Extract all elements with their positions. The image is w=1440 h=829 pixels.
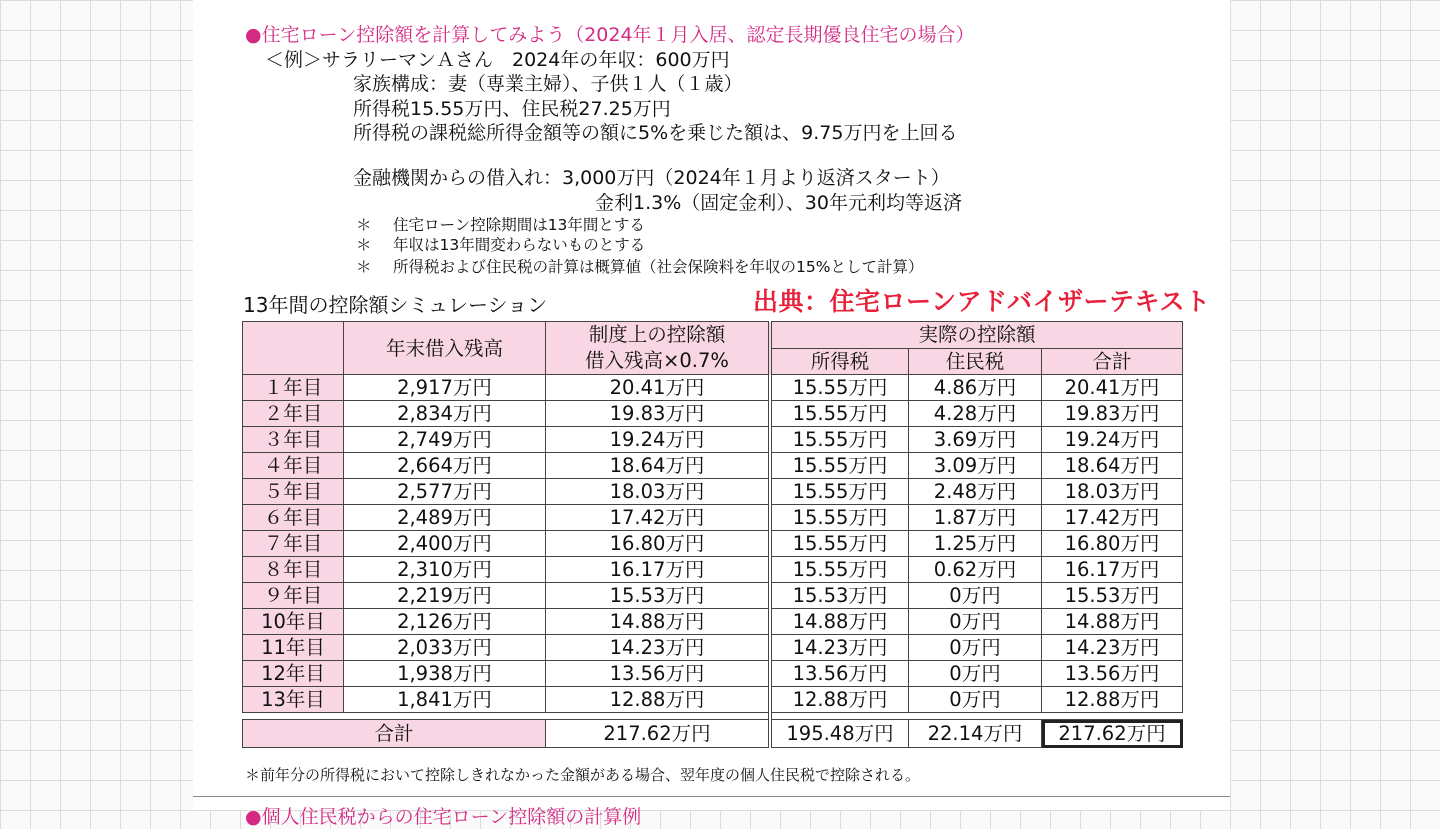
- note-item: [356, 255, 923, 277]
- year-cell: ６年目: [243, 505, 344, 531]
- example-person: ＜例＞サラリーマンＡさん 2024年の年収：600万円: [265, 49, 730, 71]
- table-row: [243, 453, 1183, 479]
- balance-cell: 1,841万円: [344, 687, 546, 713]
- spacer-cell: [1042, 713, 1183, 720]
- income-tax-cell: 12.88万円: [770, 687, 909, 713]
- total-system: 217.62万円: [546, 720, 771, 748]
- balance-cell: 2,489万円: [344, 505, 546, 531]
- total-row: [243, 720, 1183, 748]
- note-item: [356, 233, 645, 255]
- table-row: [243, 661, 1183, 687]
- year-cell: ４年目: [243, 453, 344, 479]
- spacer-cell: [243, 713, 344, 720]
- spacer-row: [243, 713, 1183, 720]
- table-row: [243, 375, 1183, 401]
- table-row: [243, 505, 1183, 531]
- total-actual: 217.62万円: [1042, 720, 1183, 748]
- actual-total-cell: 17.42万円: [1042, 505, 1183, 531]
- income-tax-cell: 15.55万円: [770, 531, 909, 557]
- example-family: 家族構成：妻（専業主婦）、子供１人（１歳）: [353, 73, 743, 95]
- year-cell: ７年目: [243, 531, 344, 557]
- resident-tax-cell: 2.48万円: [909, 479, 1042, 505]
- spacer-cell: [546, 713, 771, 720]
- year-cell: 10年目: [243, 609, 344, 635]
- table-row: [243, 531, 1183, 557]
- year-cell: ２年目: [243, 401, 344, 427]
- table-row: [243, 609, 1183, 635]
- system-deduction-cell: 19.83万円: [546, 401, 771, 427]
- income-tax-cell: 15.55万円: [770, 453, 909, 479]
- example-rate: 金利1.3%（固定金利）、30年元利均等返済: [595, 192, 962, 214]
- balance-cell: 2,577万円: [344, 479, 546, 505]
- resident-tax-cell: 0万円: [909, 661, 1042, 687]
- note-text: 住宅ローン控除期間は13年間とする: [393, 216, 645, 234]
- year-cell: ５年目: [243, 479, 344, 505]
- system-deduction-cell: 16.17万円: [546, 557, 771, 583]
- resident-tax-cell: 1.25万円: [909, 531, 1042, 557]
- divider: [193, 796, 1230, 797]
- actual-total-cell: 19.24万円: [1042, 427, 1183, 453]
- balance-cell: 2,917万円: [344, 375, 546, 401]
- footnote: ＊前年分の所得税において控除しきれなかった金額がある場合、翌年度の個人住民税で控除される。: [245, 766, 921, 784]
- note-mark: ＊: [356, 258, 372, 276]
- balance-cell: 2,033万円: [344, 635, 546, 661]
- actual-total-cell: 12.88万円: [1042, 687, 1183, 713]
- system-deduction-cell: 18.03万円: [546, 479, 771, 505]
- note-item: [356, 213, 645, 235]
- resident-tax-cell: 3.69万円: [909, 427, 1042, 453]
- balance-cell: 2,126万円: [344, 609, 546, 635]
- table-row: [243, 687, 1183, 713]
- header-balance: 年末借入残高: [344, 322, 546, 375]
- header-actual-deduction: 実際の控除額: [770, 322, 1183, 349]
- actual-total-cell: 16.17万円: [1042, 557, 1183, 583]
- total-resident-tax: 22.14万円: [909, 720, 1042, 748]
- year-cell: 11年目: [243, 635, 344, 661]
- resident-tax-cell: 0.62万円: [909, 557, 1042, 583]
- actual-total-cell: 18.03万円: [1042, 479, 1183, 505]
- resident-tax-cell: 4.86万円: [909, 375, 1042, 401]
- total-income-tax: 195.48万円: [770, 720, 909, 748]
- system-deduction-cell: 15.53万円: [546, 583, 771, 609]
- year-cell: ８年目: [243, 557, 344, 583]
- table-row: [243, 427, 1183, 453]
- spacer-cell: [344, 713, 546, 720]
- system-deduction-cell: 14.88万円: [546, 609, 771, 635]
- table-row: [243, 557, 1183, 583]
- total-label: 合計: [243, 720, 546, 748]
- balance-cell: 1,938万円: [344, 661, 546, 687]
- balance-cell: 2,219万円: [344, 583, 546, 609]
- note-mark: ＊: [356, 216, 372, 234]
- income-tax-cell: 15.55万円: [770, 427, 909, 453]
- income-tax-cell: 15.55万円: [770, 375, 909, 401]
- deduction-table: [242, 321, 1183, 748]
- income-tax-cell: 14.23万円: [770, 635, 909, 661]
- income-tax-cell: 15.53万円: [770, 583, 909, 609]
- balance-cell: 2,664万円: [344, 453, 546, 479]
- system-deduction-cell: 18.64万円: [546, 453, 771, 479]
- year-cell: 12年目: [243, 661, 344, 687]
- income-tax-cell: 15.55万円: [770, 505, 909, 531]
- resident-tax-cell: 0万円: [909, 583, 1042, 609]
- system-deduction-cell: 19.24万円: [546, 427, 771, 453]
- diagonal-corner-cell: [243, 322, 344, 375]
- year-cell: １年目: [243, 375, 344, 401]
- table-body: [243, 375, 1183, 713]
- section-heading: ●住宅ローン控除額を計算してみよう（2024年１月入居、認定長期優良住宅の場合）: [245, 24, 975, 46]
- balance-cell: 2,834万円: [344, 401, 546, 427]
- document-page: [193, 0, 1230, 828]
- example-taxes: 所得税15.55万円、住民税27.25万円: [353, 98, 671, 120]
- example-loan: 金融機関からの借入れ：3,000万円（2024年１月より返済スタート）: [353, 167, 950, 189]
- resident-tax-cell: 3.09万円: [909, 453, 1042, 479]
- system-deduction-cell: 14.23万円: [546, 635, 771, 661]
- system-deduction-cell: 20.41万円: [546, 375, 771, 401]
- income-tax-cell: 15.55万円: [770, 401, 909, 427]
- note-mark: ＊: [356, 236, 372, 254]
- resident-tax-cell: 0万円: [909, 609, 1042, 635]
- system-deduction-cell: 12.88万円: [546, 687, 771, 713]
- simulation-title: 13年間の控除額シミュレーション: [243, 293, 548, 317]
- actual-total-cell: 18.64万円: [1042, 453, 1183, 479]
- system-deduction-cell: 17.42万円: [546, 505, 771, 531]
- actual-total-cell: 20.41万円: [1042, 375, 1183, 401]
- table-row: [243, 479, 1183, 505]
- income-tax-cell: 13.56万円: [770, 661, 909, 687]
- actual-total-cell: 14.23万円: [1042, 635, 1183, 661]
- note-text: 年収は13年間変わらないものとする: [393, 236, 646, 254]
- year-cell: ９年目: [243, 583, 344, 609]
- system-deduction-cell: 16.80万円: [546, 531, 771, 557]
- note-text: 所得税および住民税の計算は概算値（社会保険料を年収の15%として計算）: [393, 258, 924, 276]
- header-income-tax: 所得税: [770, 348, 909, 375]
- actual-total-cell: 15.53万円: [1042, 583, 1183, 609]
- header-system-line2: 借入残高×0.7%: [585, 349, 729, 372]
- income-tax-cell: 15.55万円: [770, 557, 909, 583]
- example-threshold: 所得税の課税総所得金額等の額に5%を乗じた額は、9.75万円を上回る: [353, 122, 958, 144]
- system-deduction-cell: 13.56万円: [546, 661, 771, 687]
- spacer-cell: [770, 713, 909, 720]
- actual-total-cell: 13.56万円: [1042, 661, 1183, 687]
- resident-tax-cell: 0万円: [909, 635, 1042, 661]
- year-cell: ３年目: [243, 427, 344, 453]
- header-system-line1: 制度上の控除額: [588, 323, 726, 346]
- balance-cell: 2,400万円: [344, 531, 546, 557]
- table-row: [243, 635, 1183, 661]
- actual-total-cell: 16.80万円: [1042, 531, 1183, 557]
- table-row: [243, 401, 1183, 427]
- header-total: 合計: [1042, 348, 1183, 375]
- next-section-heading: ●個人住民税からの住宅ローン控除額の計算例: [245, 806, 642, 828]
- header-resident-tax: 住民税: [909, 348, 1042, 375]
- resident-tax-cell: 0万円: [909, 687, 1042, 713]
- income-tax-cell: 14.88万円: [770, 609, 909, 635]
- actual-total-cell: 19.83万円: [1042, 401, 1183, 427]
- resident-tax-cell: 1.87万円: [909, 505, 1042, 531]
- balance-cell: 2,749万円: [344, 427, 546, 453]
- header-system-deduction: [546, 322, 771, 375]
- year-cell: 13年目: [243, 687, 344, 713]
- resident-tax-cell: 4.28万円: [909, 401, 1042, 427]
- actual-total-cell: 14.88万円: [1042, 609, 1183, 635]
- balance-cell: 2,310万円: [344, 557, 546, 583]
- table-row: [243, 583, 1183, 609]
- source-label: 出典：住宅ローンアドバイザーテキスト: [753, 287, 1211, 316]
- spacer-cell: [909, 713, 1042, 720]
- income-tax-cell: 15.55万円: [770, 479, 909, 505]
